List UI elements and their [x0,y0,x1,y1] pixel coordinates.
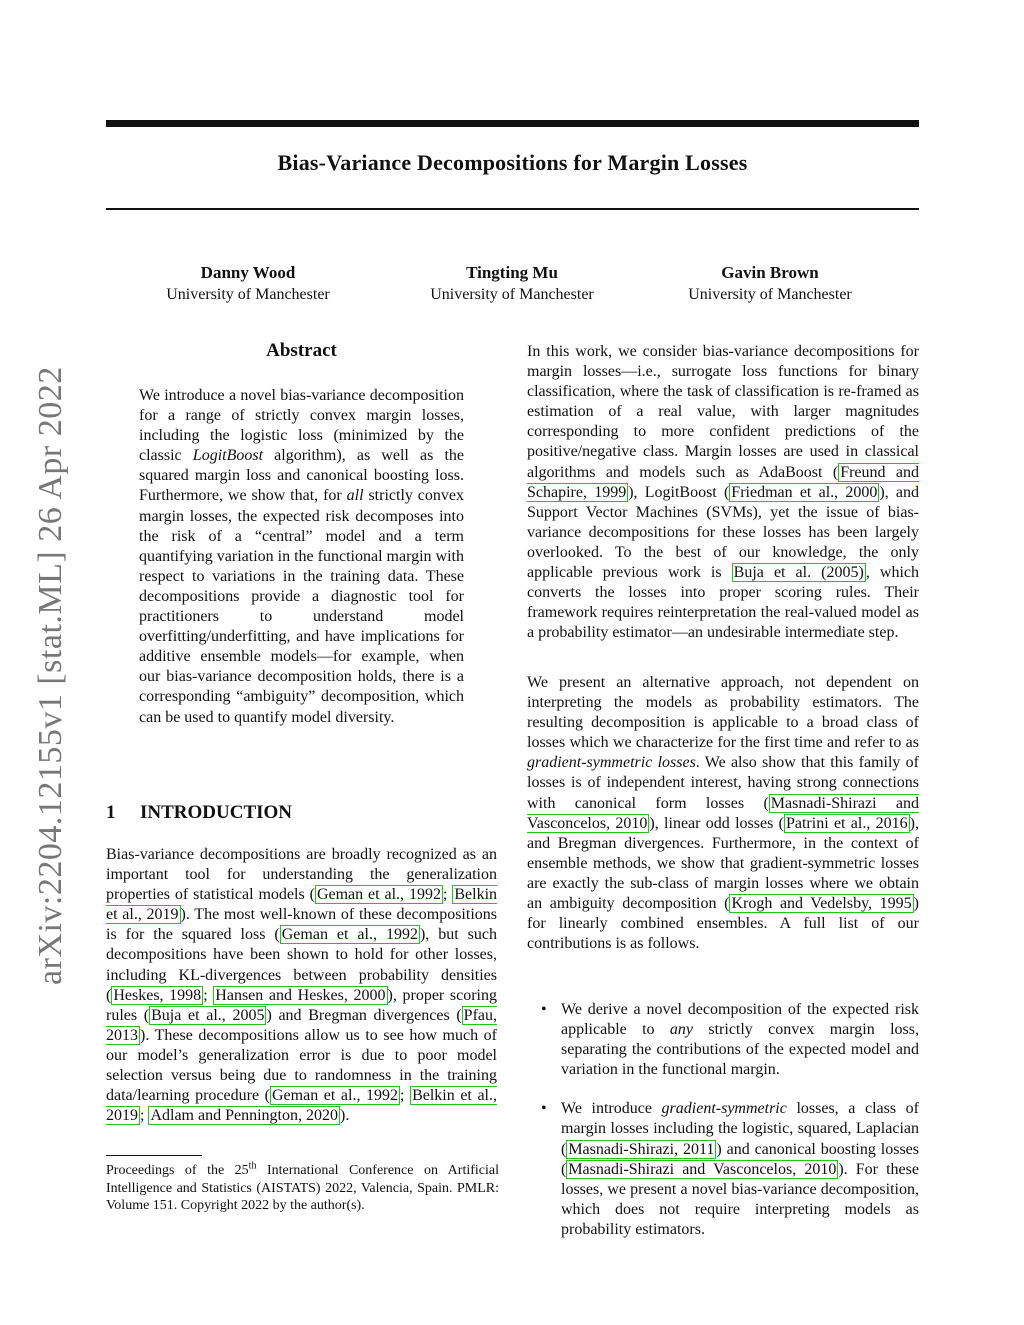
author-3 [640,262,900,306]
section-title: INTRODUCTION [140,802,293,823]
citation-link[interactable]: Freund and Schapire, 1999 [527,463,920,501]
title-bottom-rule [106,208,919,210]
intro-paragraph-right-1: In this work, we consider bias-variance decompositions for margin losses—i.e., surrogate loss functions for binary classification, where the task of classification is re-framed as estimation of a real value, with larger magnitudes corresponding to more confident predictions of the positive/negative class. Margin losses are used in classical algorithms and models such as AdaBoost ( Freund and Schapire, 1999 ), LogitBoost ( Friedman et al., 2000 ), and Support Vector Machines (SVMs), yet the issue of bias-variance decompositions for these losses has been largely overlooked. To the best of our knowledge, the only applicable previous work is Buja et al. (2005) , which converts the losses into proper scoring rules. Their framework requires reinterpretation the real-valued model as a probability estimator—an undesirable intermediate step. [527,343,920,642]
list-item: • We derive a novel decomposition of the expected risk applicable to any strictly convex margin loss, separating the contributions of the expected model and variation in the functional margin. [541,1001,920,1079]
footnote-rule [106,1155,202,1156]
author-1 [118,262,378,306]
author-name: Danny Wood [200,263,296,282]
author-name: Tingting Mu [466,263,558,282]
citation-link[interactable]: Buja et al. (2005) [733,564,864,582]
arxiv-stamp[interactable]: arXiv:2204.12155v1 [stat.ML] 26 Apr 2022 [32,366,69,985]
author-2 [382,262,642,306]
citation-link[interactable]: Heskes, 1998 [113,986,202,1004]
contributions-list [527,1000,919,1259]
section-heading [106,802,292,824]
citation-link[interactable]: Geman et al., 1992 [316,886,441,904]
paper-title: Bias-Variance Decompositions for Margin Losses [277,150,748,175]
list-item: • We introduce gradient-symmetric losses, a class of margin losses including the logistic, squared, Laplacian ( Masnadi-Shirazi, 2011 ) and canonical boosting losses ( Masnadi-Shirazi and Vasconcelos, 2010 ). For these losses, we present a novel bias-variance decomposition, which does not require interpreting models as probability estimators. [541,1100,920,1238]
bullet-icon: • [541,1100,547,1118]
citation-link[interactable]: Adlam and Pennington, 2020 [150,1107,338,1125]
citation-link[interactable]: Patrini et al., 2016 [785,814,908,832]
citation-link[interactable]: Belkin et al., 2019 [106,886,498,924]
citation-link[interactable]: Masnadi-Shirazi and Vasconcelos, 2010 [527,794,919,832]
citation-link[interactable]: Belkin et al., 2019 [106,1087,498,1125]
citation-link[interactable]: Masnadi-Shirazi, 2011 [568,1140,715,1158]
section-number: 1 [106,802,116,823]
footnote: Proceedings of the 25th International Conference on Artificial Intelligence and Statistics (AISTATS) 2022, Valencia, Spain. PMLR: Volume 151. Copyright 2022 by the author(s). [106,1160,499,1213]
title-top-rule [106,120,919,127]
citation-link[interactable]: Hansen and Heskes, 2000 [215,986,386,1004]
author-affiliation: University of Manchester [688,286,852,303]
citation-link[interactable]: Friedman et al., 2000 [731,483,878,501]
citation-link[interactable]: Buja et al., 2005 [151,1006,265,1024]
citation-link[interactable]: Masnadi-Shirazi and Vasconcelos, 2010 [568,1160,837,1178]
intro-paragraph: Bias-variance decompositions are broadly recognized as an important tool for understanding the generalization properties of statistical models ( Geman et al., 1992 ; Belkin et al., 2019 ). The most well-known of these decompositions is for the squared loss ( Geman et al., 1992 ), but such decompositions have been shown to hold for other losses, including KL-divergences between probability densities ( Heskes, 1998 ; Hansen and Heskes, 2000 ), proper scoring rules ( Buja et al., 2005 ) and Bregman divergences ( Pfau, 2013 ). These decompositions allow us to see how much of our model’s generalization error is due to poor model selection versus being due to randomness in the training data/learning procedure ( Geman et al., 1992 ; Belkin et al., 2019 ; Adlam and Pennington, 2020 ). [106,846,498,1125]
author-affiliation: University of Manchester [166,286,330,303]
citation-link[interactable]: Geman et al., 1992 [281,926,418,944]
citation-link[interactable]: Krogh and Vedelsby, 1995 [731,895,912,913]
citation-link[interactable]: Pfau, 2013 [106,1006,497,1044]
abstract-text: We introduce a novel bias-variance decomposition for a range of strictly convex margin losses, including the logistic loss (minimized by the classic LogitBoost algorithm), as well as the squared margin loss and canonical boosting loss. Furthermore, we show that, for all strictly convex margin losses, the expected risk decomposes into the risk of a “central” model and a term quantifying variation in the functional margin with respect to variations in the training data. These decompositions provide a diagnostic tool for practitioners to understand model overfitting/underfitting, and have implications for additive ensemble models—for example, when our bias-variance decomposition holds, there is a corresponding “ambiguity” decomposition, which can be used to quantify model diversity. [139,387,465,726]
author-name: Gavin Brown [721,263,819,282]
intro-paragraph-right-2: We present an alternative approach, not dependent on interpreting the models as probability estimators. The resulting decomposition is applicable to a broad class of losses which we characterize for the first time and refer to as gradient-symmetric losses. We also show that this family of losses is of independent interest, having strong connections with canonical form losses ( Masnadi-Shirazi and Vasconcelos, 2010 ), linear odd losses ( Patrini et al., 2016 ), and Bregman divergences. Furthermore, in the context of ensemble methods, we show that gradient-symmetric losses are exactly the sub-class of margin losses where we obtain an ambiguity decomposition ( Krogh and Vedelsby, 1995 ) for linearly combined ensembles. A full list of our contributions is as follows. [527,674,920,953]
abstract-heading: Abstract [266,340,337,361]
bullet-icon: • [541,1001,547,1018]
author-affiliation: University of Manchester [430,286,594,303]
citation-link[interactable]: Geman et al., 1992 [271,1087,399,1105]
